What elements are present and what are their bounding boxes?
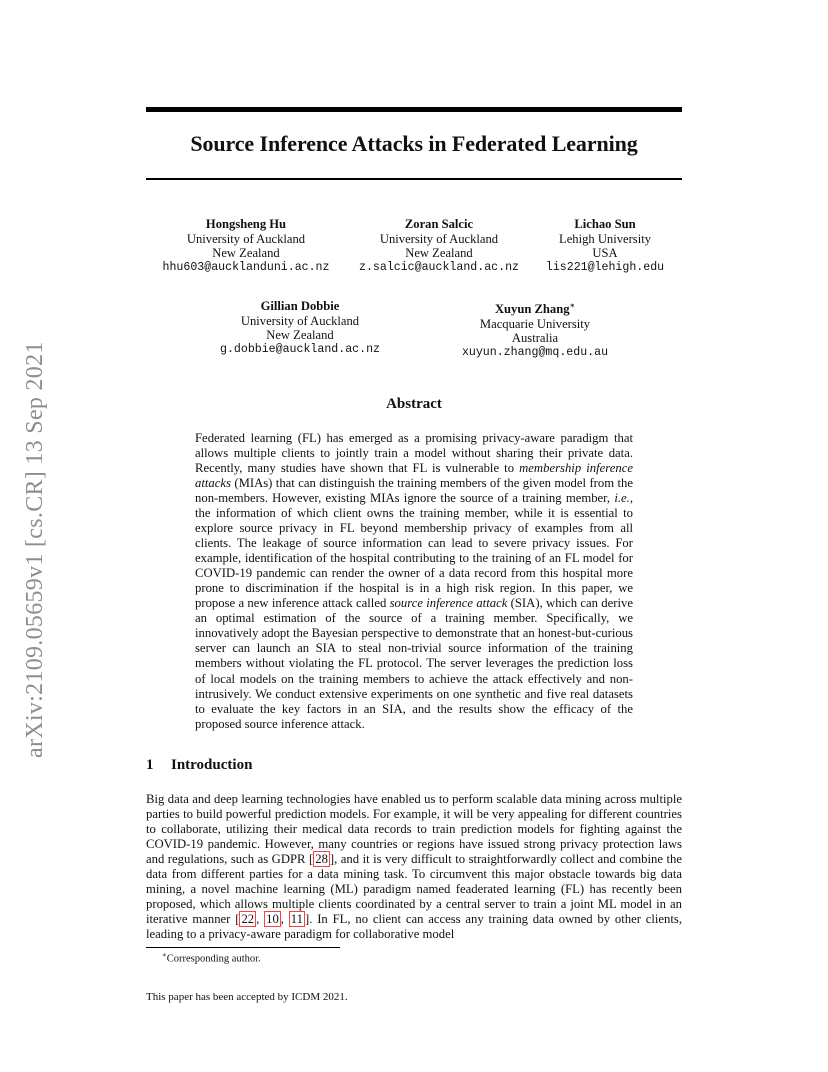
title-top-rule bbox=[146, 107, 682, 112]
footnote-rule bbox=[146, 947, 340, 948]
author-country: USA bbox=[592, 246, 618, 261]
author-name: Gillian Dobbie bbox=[260, 299, 340, 313]
introduction-text: Big data and deep learning technologies have enabled us to perform scalable data mining across multiple parties to build powerful prediction models. For example, it will be very appealing for different countries to collaborate, utilizing their medical data records to train prediction models for fighting against the COVID-19 pandemic. However, many countries or regions have issued strong privacy protection laws and regulations, such as GDPR [ 28 ], and it is very difficult to straightforwardly collect and combine the data from different parties for a data mining task. To circumvent this major obstacle towards big data mining, a novel machine learning (ML) paradigm named feaderated learning (FL) has recently been proposed, which allows multiple clients coordinated by a central server to train a joint ML model in an iterative manner [ 22 , 10 , 11 ]. In FL, no client can access any training data owned by other clients, leading to a privacy-aware paradigm for collaborative model bbox=[146, 792, 683, 942]
author-email: xuyun.zhang@mq.edu.au bbox=[461, 345, 609, 359]
author-name: Lichao Sun bbox=[574, 217, 636, 231]
author-name: Xuyun Zhang∗ bbox=[494, 301, 576, 317]
acceptance-note: This paper has been accepted by ICDM 2021. bbox=[146, 991, 348, 1003]
section-title: Introduction bbox=[171, 757, 253, 773]
author-block bbox=[440, 299, 630, 361]
author-block bbox=[344, 217, 534, 275]
author-affiliation: University of Auckland bbox=[186, 231, 306, 246]
author-affiliation: University of Auckland bbox=[379, 231, 499, 246]
paper-title: Source Inference Attacks in Federated Learning bbox=[190, 131, 638, 156]
footnote: ∗Corresponding author. bbox=[162, 951, 261, 965]
author-email: z.salcic@auckland.ac.nz bbox=[358, 260, 520, 274]
author-country: New Zealand bbox=[212, 246, 280, 261]
author-block bbox=[205, 299, 395, 357]
citation-link[interactable]: 11 bbox=[290, 912, 303, 927]
author-country: Australia bbox=[511, 331, 559, 346]
citation-link[interactable]: 28 bbox=[315, 852, 328, 867]
author-name: Zoran Salcic bbox=[404, 217, 474, 231]
citation-link[interactable]: 10 bbox=[266, 912, 279, 927]
author-country: New Zealand bbox=[266, 328, 334, 343]
title-bottom-rule bbox=[146, 178, 682, 180]
citation-link[interactable]: 22 bbox=[241, 912, 255, 927]
author-affiliation: University of Auckland bbox=[240, 313, 360, 328]
abstract-heading: Abstract bbox=[386, 396, 442, 412]
section-number: 1 bbox=[146, 757, 154, 773]
footnote-mark: ∗ bbox=[569, 301, 576, 310]
author-email: hhu603@aucklanduni.ac.nz bbox=[162, 260, 330, 274]
author-affiliation: Lehigh University bbox=[559, 231, 651, 246]
arxiv-sidebar-stamp: arXiv:2109.05659v1 [cs.CR] 13 Sep 2021 bbox=[22, 341, 48, 758]
author-block bbox=[525, 217, 685, 275]
author-country: New Zealand bbox=[405, 246, 473, 261]
author-name: Hongsheng Hu bbox=[205, 217, 287, 231]
author-email: lis221@lehigh.edu bbox=[545, 260, 665, 274]
author-block bbox=[151, 217, 341, 275]
author-email: g.dobbie@auckland.ac.nz bbox=[219, 342, 381, 356]
author-affiliation: Macquarie University bbox=[479, 316, 591, 331]
abstract-text: Federated learning (FL) has emerged as a promising privacy-aware paradigm that allows multiple clients to jointly train a model without sharing their private data. Recently, many studies have shown that FL is vulnerable to membership inference attacks (MIAs) that can distinguish the training members of the given model from the non-members. However, existing MIAs ignore the source of a training member, i.e., the information of which client owns the training member, while it is essential to explore source privacy in FL beyond membership privacy of examples from all clients. The leakage of source information can lead to severe privacy issues. For example, identification of the hospital contributing to the training of an FL model for COVID-19 pandemic can render the owner of a data record from this hospital more prone to discrimination if the hospital is in a high risk region. In this paper, we propose a new inference attack called source inference attack (SIA), which can derive an optimal estimation of the source of a training member. Specifically, we innovatively adopt the Bayesian perspective to demonstrate that an honest-but-curious server can launch an SIA to steal non-trivial source information of the training members without violating the FL protocol. The server leverages the prediction loss of local models on the training members to achieve the attack effectively and non-intrusively. We conduct extensive experiments on one synthetic and five real datasets to evaluate the key factors in an SIA, and the results show the efficacy of the proposed source inference attack. bbox=[195, 431, 633, 731]
section-heading bbox=[146, 757, 252, 774]
